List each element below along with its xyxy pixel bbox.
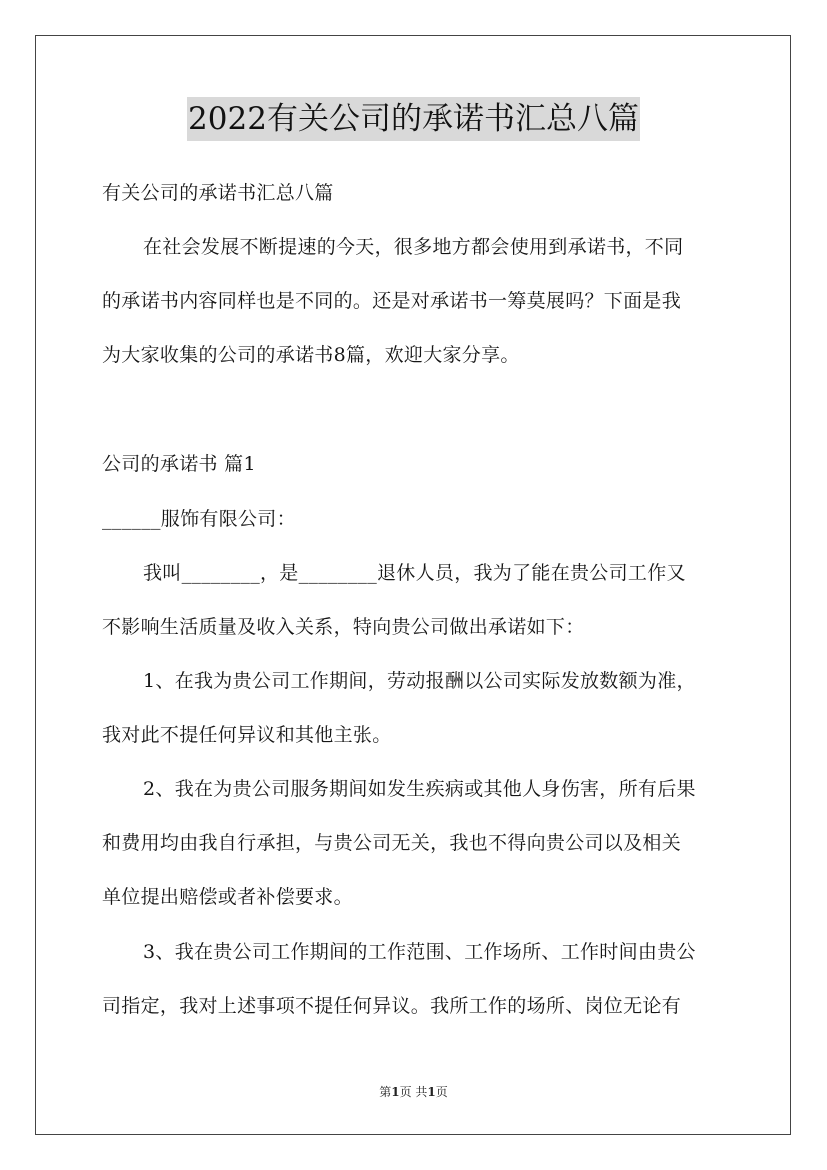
page-footer xyxy=(0,1084,827,1100)
paragraph-line: 我叫________，是________退休人员，我为了能在贵公司工作又 xyxy=(143,562,686,584)
paragraph-line: 为大家收集的公司的承诺书8篇，欢迎大家分享。 xyxy=(102,344,520,366)
addressee-line: ______服饰有限公司： xyxy=(102,508,296,530)
paragraph-line: 1、在我为贵公司工作期间，劳动报酬以公司实际发放数额为准， xyxy=(143,670,696,692)
page-prefix: 第 xyxy=(379,1085,392,1099)
paragraph-line: 不影响生活质量及收入关系，特向贵公司做出承诺如下： xyxy=(102,616,585,638)
page-total: 1 xyxy=(427,1085,436,1099)
page-current: 1 xyxy=(391,1085,400,1099)
paragraph-line: 3、我在贵公司工作期间的工作范围、工作场所、工作时间由贵公 xyxy=(143,941,696,963)
section-heading: 公司的承诺书 篇1 xyxy=(102,453,256,475)
paragraph-line: 司指定，我对上述事项不提任何异议。我所工作的场所、岗位无论有 xyxy=(102,995,682,1017)
paragraph-line: 在社会发展不断提速的今天，很多地方都会使用到承诺书，不同 xyxy=(143,236,684,258)
subtitle-line: 有关公司的承诺书汇总八篇 xyxy=(102,182,334,204)
paragraph-line: 单位提出赔偿或者补偿要求。 xyxy=(102,886,353,908)
paragraph-line: 我对此不提任何异议和其他主张。 xyxy=(102,724,392,746)
paragraph-line: 2、我在为贵公司服务期间如发生疾病或其他人身伤害，所有后果 xyxy=(143,778,696,800)
paragraph-line: 和费用均由我自行承担，与贵公司无关，我也不得向贵公司以及相关 xyxy=(102,832,682,854)
document-title: 2022有关公司的承诺书汇总八篇 xyxy=(187,97,640,141)
paragraph-line: 的承诺书内容同样也是不同的。还是对承诺书一筹莫展吗？下面是我 xyxy=(102,290,682,312)
page-suffix: 页 xyxy=(435,1085,448,1099)
title-area xyxy=(0,97,827,141)
page-mid: 页 共 xyxy=(399,1085,428,1099)
